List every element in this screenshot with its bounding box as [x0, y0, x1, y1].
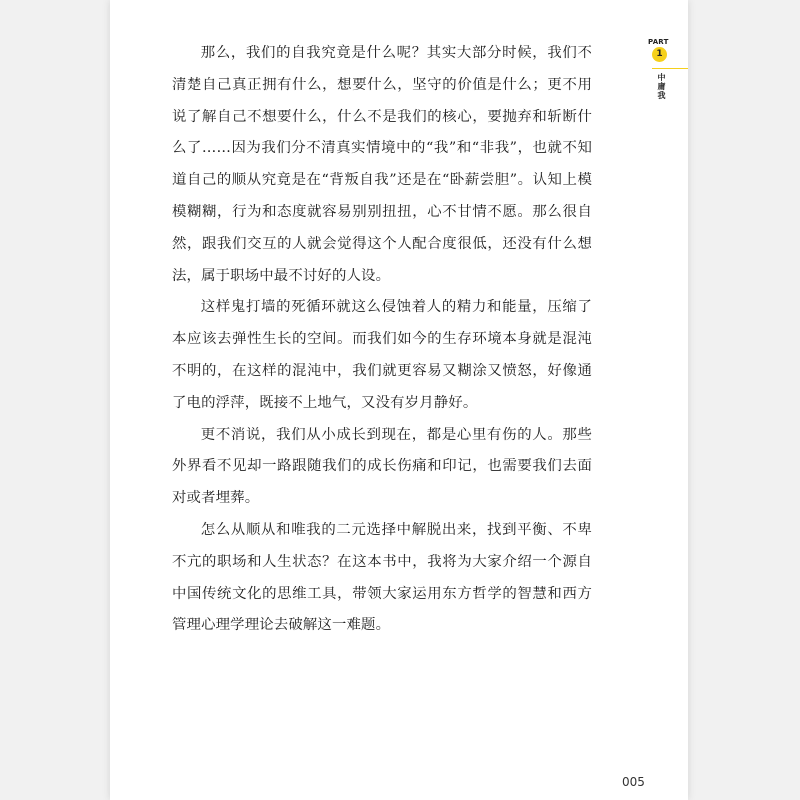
part-side-tab [632, 38, 688, 108]
paragraph-1: 那么，我们的自我究竟是什么呢？其实大部分时候，我们不清楚自己真正拥有什么，想要什么，坚守的价值是什么；更不用说了解自己不想要什么，什么不是我们的核心，要抛弃和斩断什么了……因为我们分不清真实情境中的“我”和“非我”，也就不知道自己的顺从究竟是在“背叛自我”还是在“卧薪尝胆”。认知上模模糊糊，行为和态度就容易别别扭扭，心不甘情不愿。那么很自然，跟我们交互的人就会觉得这个人配合度很低，还没有什么想法，属于职场中最不讨好的人设。 [172, 45, 592, 284]
body-text [172, 38, 592, 642]
paragraph-2: 这样鬼打墙的死循环就这么侵蚀着人的精力和能量，压缩了本应该去弹性生长的空间。而我们如今的生存环境本身就是混沌不明的，在这样的混沌中，我们就更容易又糊涂又愤怒，好像通了电的浮萍，既接不上地气，又没有岁月静好。 [172, 299, 592, 411]
paragraph-4: 怎么从顺从和唯我的二元选择中解脱出来，找到平衡、不卑不亢的职场和人生状态？在这本书中，我将为大家介绍一个源自中国传统文化的思维工具，带领大家运用东方哲学的智慧和西方管理心理学理论去破解这一难题。 [172, 521, 592, 634]
part-label: PART [648, 38, 669, 46]
book-page [110, 0, 688, 800]
paragraph-3: 更不消说，我们从小成长到现在，都是心里有伤的人。那些外界看不见却一路跟随我们的成长伤痛和印记，也需要我们去面对或者埋葬。 [172, 426, 592, 507]
page-number: 005 [622, 775, 645, 789]
part-title: 中庸我 [657, 73, 666, 100]
part-number-badge: 1 [652, 47, 667, 62]
tab-divider [652, 68, 688, 69]
